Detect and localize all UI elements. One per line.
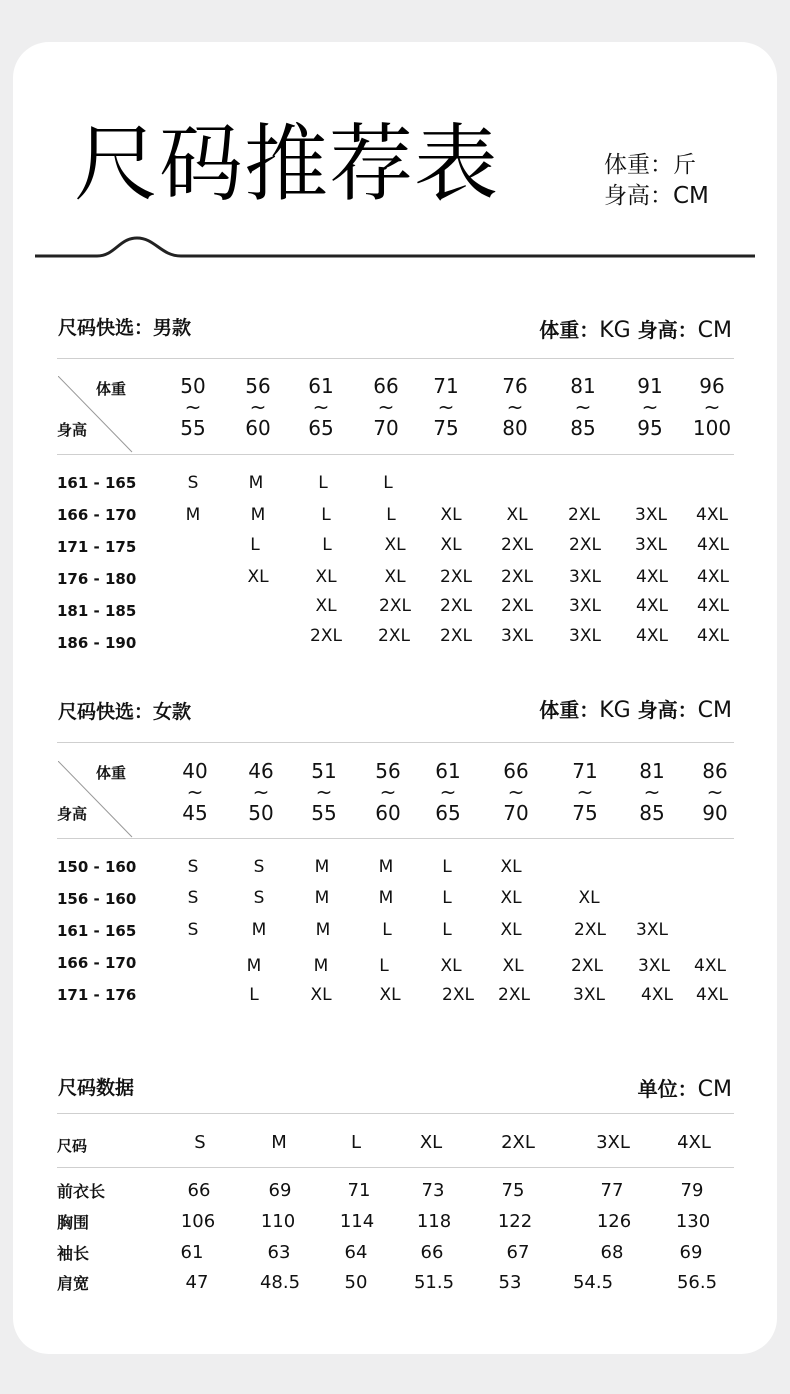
range-tilde: ~ [377, 395, 395, 419]
women-height-range: 161 - 165 [57, 922, 137, 940]
women-size-cell: XL [379, 985, 401, 1005]
women-weight-range-header [231, 761, 291, 824]
measurement-value: 75 [501, 1180, 525, 1201]
weight-range-to: 70 [503, 801, 529, 825]
men-size-cell: 4XL [636, 567, 668, 587]
men-size-cell: 4XL [697, 626, 729, 646]
men-size-cell: 3XL [635, 505, 667, 525]
measurement-label: 前衣长 [57, 1182, 106, 1201]
men-size-cell: 2XL [568, 505, 600, 525]
men-size-cell: XL [440, 535, 462, 555]
size-column-header: L [350, 1132, 362, 1153]
men-size-cell: M [185, 505, 201, 525]
women-size-cell: S [253, 888, 265, 908]
men-height-header: 身高 [57, 421, 88, 439]
women-size-cell: 2XL [442, 985, 474, 1005]
size-column-header: 3XL [596, 1132, 630, 1153]
men-height-label: 身高： [637, 318, 698, 342]
women-size-cell: XL [500, 920, 522, 940]
size-data-top-rule [57, 1113, 734, 1114]
measurement-value: 69 [268, 1180, 292, 1201]
range-tilde: ~ [186, 780, 204, 804]
men-height-range: 166 - 170 [57, 506, 137, 524]
women-size-cell: XL [578, 888, 600, 908]
measurement-value: 79 [680, 1180, 704, 1201]
men-size-cell: 3XL [569, 567, 601, 587]
men-weight-range-header [620, 376, 680, 439]
measurement-value: 64 [344, 1242, 368, 1263]
range-tilde: ~ [252, 780, 270, 804]
weight-range-from: 66 [503, 759, 529, 783]
women-section-title: 尺码快选：女款 [58, 701, 192, 723]
measurement-value: 47 [185, 1272, 209, 1293]
weight-range-from: 66 [373, 374, 399, 398]
men-size-cell: 2XL [501, 535, 533, 555]
range-tilde: ~ [439, 780, 457, 804]
women-height-unit: CM [697, 698, 732, 723]
size-header-label: 尺码 [57, 1137, 88, 1155]
measurement-value: 66 [187, 1180, 211, 1201]
measurement-value: 50 [344, 1272, 368, 1293]
women-size-cell: L [249, 985, 259, 1005]
men-height-unit: CM [697, 318, 732, 343]
men-size-cell: 2XL [379, 596, 411, 616]
measurement-label: 胸围 [57, 1213, 90, 1232]
measurement-value: 54.5 [572, 1272, 614, 1293]
women-weight-range-header [358, 761, 418, 824]
women-size-cell: L [442, 857, 452, 877]
men-weight-range-header [163, 376, 223, 439]
men-weight-range-header [416, 376, 476, 439]
range-tilde: ~ [643, 780, 661, 804]
men-size-cell: 4XL [696, 505, 728, 525]
women-size-cell: M [314, 888, 330, 908]
measurement-value: 71 [347, 1180, 371, 1201]
men-size-cell: XL [384, 535, 406, 555]
range-tilde: ~ [249, 395, 267, 419]
men-size-cell: 3XL [501, 626, 533, 646]
men-size-cell: L [386, 505, 396, 525]
measurement-value: 122 [497, 1211, 533, 1232]
women-size-cell: L [379, 956, 389, 976]
men-header-rule [57, 454, 734, 455]
women-height-header: 身高 [57, 805, 88, 823]
men-size-cell: 2XL [440, 596, 472, 616]
men-size-cell: S [187, 473, 199, 493]
range-tilde: ~ [576, 780, 594, 804]
women-size-cell: XL [310, 985, 332, 1005]
measurement-value: 66 [420, 1242, 444, 1263]
size-column-header: XL [419, 1132, 443, 1153]
men-section-title: 尺码快选：男款 [58, 317, 192, 339]
men-unit-label [539, 314, 732, 343]
women-height-range: 156 - 160 [57, 890, 137, 908]
measurement-value: 114 [339, 1211, 375, 1232]
men-size-cell: 2XL [378, 626, 410, 646]
women-size-cell: M [251, 920, 267, 940]
men-size-cell: 2XL [310, 626, 342, 646]
women-size-cell: 2XL [574, 920, 606, 940]
measurement-value: 73 [421, 1180, 445, 1201]
men-weight-range-header [485, 376, 545, 439]
women-header-rule [57, 838, 734, 839]
weight-range-from: 56 [245, 374, 271, 398]
women-weight-header: 体重 [96, 764, 127, 782]
weight-range-to: 95 [637, 416, 663, 440]
weight-range-to: 80 [502, 416, 528, 440]
women-size-cell: 2XL [498, 985, 530, 1005]
measurement-value: 126 [596, 1211, 632, 1232]
range-tilde: ~ [312, 395, 330, 419]
women-size-cell: XL [502, 956, 524, 976]
weight-range-from: 50 [180, 374, 206, 398]
women-weight-range-header [622, 761, 682, 824]
weight-range-from: 81 [570, 374, 596, 398]
size-data-header-rule [57, 1167, 734, 1168]
women-size-cell: 4XL [694, 956, 726, 976]
women-height-range: 166 - 170 [57, 954, 137, 972]
men-size-cell: 4XL [697, 535, 729, 555]
women-weight-range-header [165, 761, 225, 824]
weight-range-from: 96 [699, 374, 725, 398]
men-size-cell: L [321, 505, 331, 525]
men-size-cell: XL [384, 567, 406, 587]
size-column-header: 2XL [501, 1132, 535, 1153]
measurement-value: 63 [267, 1242, 291, 1263]
men-top-rule [57, 358, 734, 359]
weight-range-to: 60 [375, 801, 401, 825]
range-tilde: ~ [184, 395, 202, 419]
men-size-cell: 2XL [501, 596, 533, 616]
men-size-cell: 3XL [635, 535, 667, 555]
measurement-value: 106 [180, 1211, 216, 1232]
men-weight-range-header [682, 376, 742, 439]
women-size-cell: L [442, 888, 452, 908]
measurement-value: 61 [180, 1242, 204, 1263]
men-size-cell: 4XL [636, 626, 668, 646]
wave-divider [35, 230, 755, 260]
weight-range-from: 81 [639, 759, 665, 783]
weight-range-to: 60 [245, 416, 271, 440]
men-size-cell: XL [440, 505, 462, 525]
size-data-unit-prefix: 单位： [637, 1077, 698, 1101]
weight-range-to: 70 [373, 416, 399, 440]
women-size-cell: L [442, 920, 452, 940]
women-size-cell: 4XL [641, 985, 673, 1005]
measurement-value: 110 [260, 1211, 296, 1232]
women-weight-range-header [555, 761, 615, 824]
weight-range-from: 61 [308, 374, 334, 398]
women-size-cell: M [314, 857, 330, 877]
women-size-cell: XL [500, 888, 522, 908]
measurement-value: 118 [416, 1211, 452, 1232]
men-size-cell: XL [247, 567, 269, 587]
men-weight-range-header [356, 376, 416, 439]
men-size-cell: 4XL [697, 567, 729, 587]
weight-range-to: 85 [639, 801, 665, 825]
weight-range-to: 75 [572, 801, 598, 825]
weight-range-to: 55 [311, 801, 337, 825]
men-weight-range-header [228, 376, 288, 439]
measurement-value: 48.5 [259, 1272, 301, 1293]
women-height-range: 171 - 176 [57, 986, 137, 1004]
measurement-value: 56.5 [676, 1272, 718, 1293]
size-data-title: 尺码数据 [58, 1077, 135, 1099]
women-size-cell: M [315, 920, 331, 940]
women-size-cell: 2XL [571, 956, 603, 976]
weight-range-from: 86 [702, 759, 728, 783]
size-data-unit-label [638, 1073, 732, 1102]
measurement-label: 袖长 [57, 1244, 90, 1263]
weight-range-to: 85 [570, 416, 596, 440]
measurement-value: 69 [679, 1242, 703, 1263]
range-tilde: ~ [703, 395, 721, 419]
women-weight-label: 体重： [539, 698, 600, 722]
women-top-rule [57, 742, 734, 743]
range-tilde: ~ [574, 395, 592, 419]
measurement-value: 67 [506, 1242, 530, 1263]
weight-range-to: 45 [182, 801, 208, 825]
men-size-cell: 3XL [569, 626, 601, 646]
men-size-cell: 4XL [636, 596, 668, 616]
women-size-cell: XL [500, 857, 522, 877]
men-size-cell: L [322, 535, 332, 555]
men-size-cell: M [250, 505, 266, 525]
size-column-header: M [271, 1132, 287, 1153]
weight-range-from: 51 [311, 759, 337, 783]
women-weight-range-header [294, 761, 354, 824]
women-weight-unit: KG [599, 698, 631, 723]
women-weight-range-header [418, 761, 478, 824]
range-tilde: ~ [507, 780, 525, 804]
women-size-cell: M [378, 857, 394, 877]
weight-unit: 体重：斤 [604, 152, 696, 178]
women-size-cell: 4XL [696, 985, 728, 1005]
size-column-header: S [194, 1132, 206, 1153]
men-weight-label: 体重： [539, 318, 600, 342]
measurement-value: 77 [600, 1180, 624, 1201]
men-size-cell: XL [315, 567, 337, 587]
measurement-value: 68 [600, 1242, 624, 1263]
men-size-cell: M [248, 473, 264, 493]
height-unit: 身高：CM [604, 183, 709, 209]
men-height-range: 161 - 165 [57, 474, 137, 492]
women-size-cell: S [187, 857, 199, 877]
men-size-cell: 3XL [569, 596, 601, 616]
weight-range-from: 71 [572, 759, 598, 783]
men-size-cell: XL [506, 505, 528, 525]
weight-range-to: 55 [180, 416, 206, 440]
weight-range-to: 100 [692, 416, 732, 440]
men-weight-range-header [291, 376, 351, 439]
women-size-cell: S [187, 888, 199, 908]
women-size-cell: L [382, 920, 392, 940]
measurement-value: 51.5 [413, 1272, 455, 1293]
women-size-cell: S [253, 857, 265, 877]
men-height-range: 186 - 190 [57, 634, 137, 652]
women-size-cell: 3XL [636, 920, 668, 940]
weight-range-from: 56 [375, 759, 401, 783]
measurement-label: 肩宽 [57, 1274, 90, 1293]
weight-range-from: 46 [248, 759, 274, 783]
range-tilde: ~ [506, 395, 524, 419]
men-size-cell: 2XL [440, 626, 472, 646]
measurement-value: 53 [498, 1272, 522, 1293]
range-tilde: ~ [379, 780, 397, 804]
women-size-cell: M [378, 888, 394, 908]
men-size-cell: L [250, 535, 260, 555]
women-size-cell: XL [440, 956, 462, 976]
size-column-header: 4XL [677, 1132, 711, 1153]
women-size-cell: M [313, 956, 329, 976]
range-tilde: ~ [706, 780, 724, 804]
range-tilde: ~ [437, 395, 455, 419]
weight-range-from: 40 [182, 759, 208, 783]
unit-legend [604, 150, 709, 212]
weight-range-to: 65 [308, 416, 334, 440]
page-title: 尺码推荐表 [74, 115, 500, 213]
men-size-cell: 2XL [569, 535, 601, 555]
measurement-value: 130 [675, 1211, 711, 1232]
weight-range-from: 71 [433, 374, 459, 398]
women-height-range: 150 - 160 [57, 858, 137, 876]
men-height-range: 181 - 185 [57, 602, 137, 620]
women-size-cell: S [187, 920, 199, 940]
men-height-range: 171 - 175 [57, 538, 137, 556]
men-weight-header: 体重 [96, 380, 127, 398]
women-unit-label [539, 694, 732, 723]
weight-range-from: 61 [435, 759, 461, 783]
men-size-cell: L [318, 473, 328, 493]
women-weight-range-header [685, 761, 745, 824]
men-weight-range-header [553, 376, 613, 439]
women-height-label: 身高： [637, 698, 698, 722]
men-size-cell: 2XL [440, 567, 472, 587]
men-weight-unit: KG [599, 318, 631, 343]
men-size-cell: 4XL [697, 596, 729, 616]
weight-range-to: 75 [433, 416, 459, 440]
women-weight-range-header [486, 761, 546, 824]
weight-range-to: 50 [248, 801, 274, 825]
men-size-cell: XL [315, 596, 337, 616]
women-size-cell: M [246, 956, 262, 976]
weight-range-from: 91 [637, 374, 663, 398]
size-data-unit: CM [697, 1077, 732, 1102]
women-size-cell: 3XL [638, 956, 670, 976]
range-tilde: ~ [641, 395, 659, 419]
men-size-cell: L [383, 473, 393, 493]
weight-range-to: 65 [435, 801, 461, 825]
men-height-range: 176 - 180 [57, 570, 137, 588]
range-tilde: ~ [315, 780, 333, 804]
men-size-cell: 2XL [501, 567, 533, 587]
women-size-cell: 3XL [573, 985, 605, 1005]
weight-range-from: 76 [502, 374, 528, 398]
weight-range-to: 90 [702, 801, 728, 825]
